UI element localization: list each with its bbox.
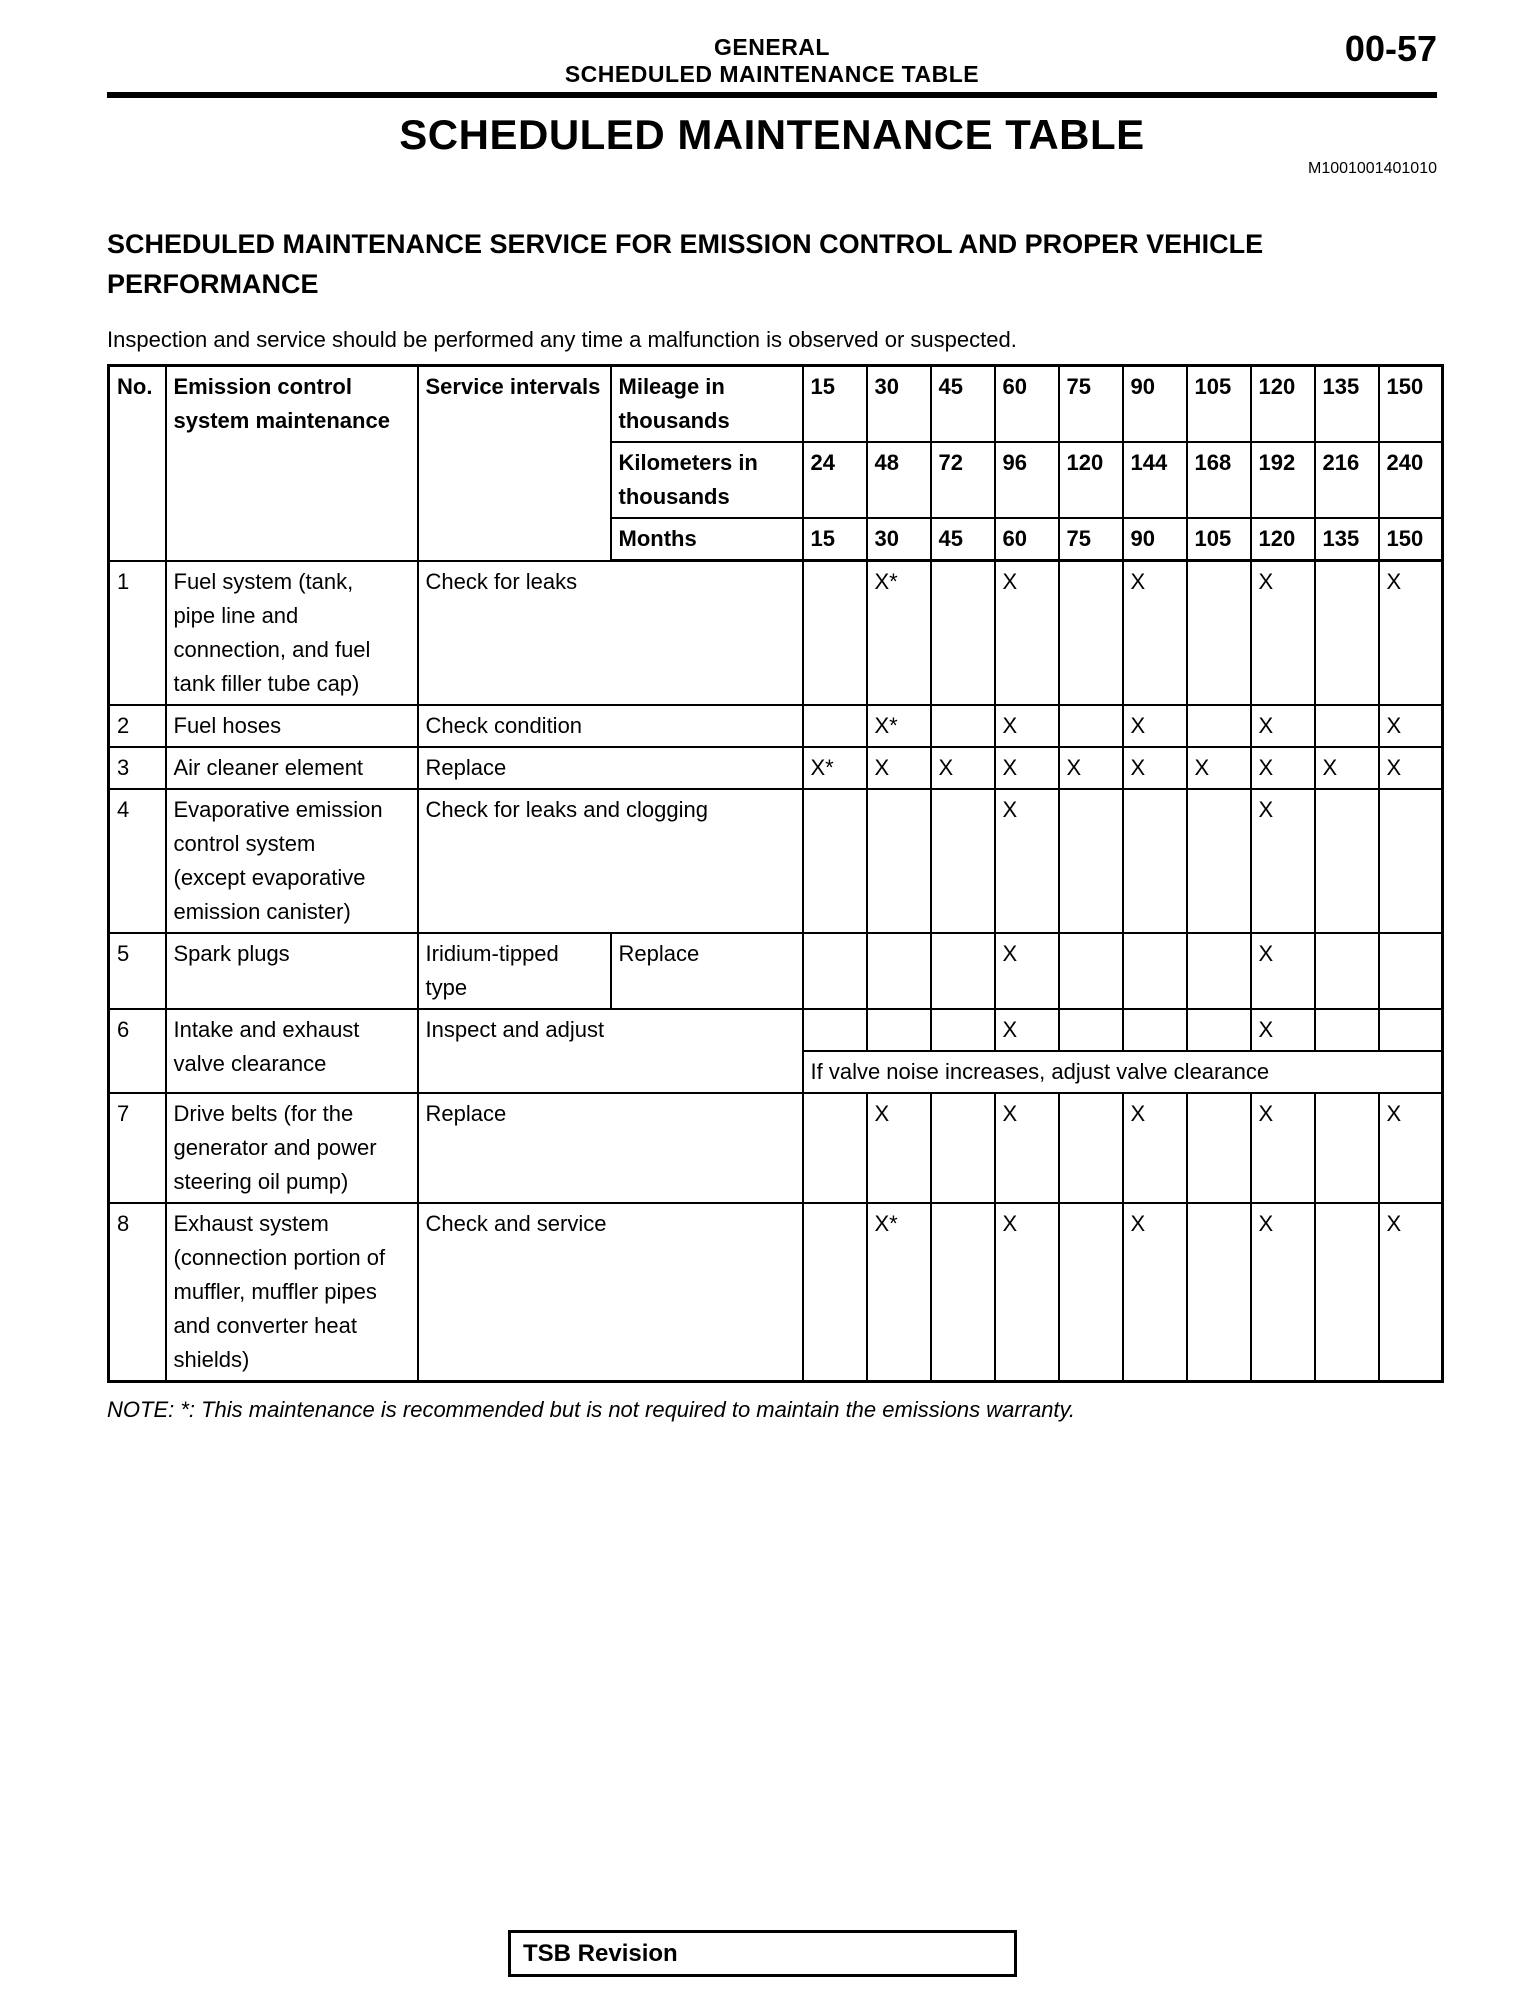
kilometers-value-cell: 72	[931, 442, 995, 518]
mileage-value-cell: 15	[803, 366, 867, 443]
running-head-subsection: SCHEDULED MAINTENANCE TABLE	[564, 61, 980, 87]
months-value-cell: 75	[1059, 518, 1123, 561]
interval-mark-cell: X*	[867, 1203, 931, 1382]
interval-mark-cell: X	[1251, 1009, 1315, 1051]
column-header-service: Service intervals	[418, 366, 611, 561]
interval-mark-cell	[931, 705, 995, 747]
row-number-cell: 5	[109, 933, 166, 1009]
interval-mark-cell: X*	[867, 561, 931, 705]
interval-mark-cell	[1059, 1203, 1123, 1382]
interval-mark-cell	[1123, 1009, 1187, 1051]
interval-mark-cell: X	[1251, 705, 1315, 747]
service-interval-cell: Replace	[611, 933, 803, 1009]
mileage-value-cell: 60	[995, 366, 1059, 443]
interval-mark-cell	[803, 789, 867, 933]
months-value-cell: 150	[1379, 518, 1443, 561]
interval-mark-cell	[1059, 705, 1123, 747]
interval-mark-cell	[1059, 561, 1123, 705]
interval-mark-cell: X	[867, 747, 931, 789]
interval-mark-cell	[1123, 789, 1187, 933]
mileage-value-cell: 120	[1251, 366, 1315, 443]
interval-mark-cell	[803, 1093, 867, 1203]
service-interval-cell: Check and service	[418, 1203, 803, 1382]
interval-mark-cell	[1315, 561, 1379, 705]
interval-mark-cell: X	[1123, 1093, 1187, 1203]
maintenance-item-cell: Drive belts (for the generator and power steering oil pump)	[166, 1093, 418, 1203]
interval-mark-cell: X	[995, 747, 1059, 789]
maintenance-item-cell: Spark plugs	[166, 933, 418, 1009]
months-value-cell: 45	[931, 518, 995, 561]
interval-mark-cell	[931, 1203, 995, 1382]
interval-mark-cell	[1187, 1203, 1251, 1382]
interval-mark-cell: X	[1123, 705, 1187, 747]
table-header-row-mileage	[109, 366, 1443, 443]
interval-mark-cell	[1315, 1093, 1379, 1203]
interval-mark-cell	[1059, 933, 1123, 1009]
interval-row-label-mileage: Mileage in thousands	[611, 366, 803, 443]
row-number-cell: 3	[109, 747, 166, 789]
running-head	[107, 0, 1437, 88]
intro-text: Inspection and service should be performed any time a malfunction is observed or suspected.	[107, 327, 1017, 352]
row-number-cell: 8	[109, 1203, 166, 1382]
footnote: NOTE: *: This maintenance is recommended but is not required to maintain the emissions warranty.	[107, 1396, 1076, 1422]
interval-mark-cell	[1123, 933, 1187, 1009]
maintenance-table	[107, 364, 1444, 1383]
interval-mark-cell: X*	[867, 705, 931, 747]
interval-mark-cell	[1059, 789, 1123, 933]
condition-note-cell: If valve noise increases, adjust valve clearance	[803, 1051, 1443, 1093]
interval-mark-cell: X	[1187, 747, 1251, 789]
header-rule	[107, 92, 1437, 98]
interval-mark-cell	[1315, 705, 1379, 747]
table-row	[109, 705, 1443, 747]
interval-mark-cell	[1315, 789, 1379, 933]
interval-mark-cell	[803, 705, 867, 747]
kilometers-value-cell: 168	[1187, 442, 1251, 518]
months-value-cell: 135	[1315, 518, 1379, 561]
kilometers-value-cell: 48	[867, 442, 931, 518]
kilometers-value-cell: 24	[803, 442, 867, 518]
row-number-cell: 4	[109, 789, 166, 933]
interval-mark-cell	[1315, 933, 1379, 1009]
interval-mark-cell	[931, 789, 995, 933]
row-number-cell: 1	[109, 561, 166, 705]
interval-mark-cell	[1315, 1203, 1379, 1382]
table-row	[109, 747, 1443, 789]
mileage-value-cell: 30	[867, 366, 931, 443]
interval-mark-cell	[1379, 789, 1443, 933]
interval-mark-cell: X	[1379, 705, 1443, 747]
row-number-cell: 2	[109, 705, 166, 747]
interval-mark-cell: X	[1379, 747, 1443, 789]
table-row	[109, 561, 1443, 705]
interval-mark-cell: X	[1123, 747, 1187, 789]
interval-mark-cell: X	[1251, 789, 1315, 933]
interval-mark-cell	[931, 1093, 995, 1203]
interval-mark-cell: X	[931, 747, 995, 789]
interval-mark-cell: X	[1251, 1203, 1315, 1382]
row-number-cell: 6	[109, 1009, 166, 1093]
mileage-value-cell: 105	[1187, 366, 1251, 443]
service-interval-cell: Inspect and adjust	[418, 1009, 803, 1093]
interval-row-label-kilometers: Kilometers in thousands	[611, 442, 803, 518]
interval-mark-cell: X	[1059, 747, 1123, 789]
interval-mark-cell	[1187, 705, 1251, 747]
interval-mark-cell	[1187, 933, 1251, 1009]
mileage-value-cell: 75	[1059, 366, 1123, 443]
interval-mark-cell	[803, 1203, 867, 1382]
months-value-cell: 120	[1251, 518, 1315, 561]
interval-mark-cell	[1187, 561, 1251, 705]
service-interval-cell: Check condition	[418, 705, 803, 747]
interval-mark-cell	[1379, 1009, 1443, 1051]
interval-mark-cell: X	[995, 561, 1059, 705]
interval-mark-cell	[803, 1009, 867, 1051]
interval-mark-cell	[867, 789, 931, 933]
table-row	[109, 933, 1443, 1009]
interval-mark-cell: X	[1315, 747, 1379, 789]
interval-mark-cell	[1315, 1009, 1379, 1051]
maintenance-item-cell: Fuel hoses	[166, 705, 418, 747]
interval-mark-cell: X	[867, 1093, 931, 1203]
table-row	[109, 1093, 1443, 1203]
kilometers-value-cell: 120	[1059, 442, 1123, 518]
maintenance-item-cell: Intake and exhaust valve clearance	[166, 1009, 418, 1093]
interval-mark-cell: X	[995, 705, 1059, 747]
table-row	[109, 1009, 1443, 1051]
row-number-cell: 7	[109, 1093, 166, 1203]
document-code: M1001001401010	[1307, 160, 1437, 177]
maintenance-item-cell: Exhaust system (connection portion of muffler, muffler pipes and converter heat shields)	[166, 1203, 418, 1382]
column-header-item: Emission control system maintenance	[166, 366, 418, 561]
interval-mark-cell	[931, 933, 995, 1009]
interval-mark-cell: X	[1123, 561, 1187, 705]
interval-mark-cell	[867, 1009, 931, 1051]
interval-mark-cell	[1379, 933, 1443, 1009]
tsb-revision-label: TSB Revision	[523, 1940, 678, 1967]
mileage-value-cell: 135	[1315, 366, 1379, 443]
interval-mark-cell: X	[995, 1009, 1059, 1051]
service-interval-cell: Replace	[418, 747, 803, 789]
interval-mark-cell	[803, 933, 867, 1009]
interval-mark-cell: X*	[803, 747, 867, 789]
kilometers-value-cell: 96	[995, 442, 1059, 518]
service-interval-cell: Check for leaks and clogging	[418, 789, 803, 933]
interval-row-label-months: Months	[611, 518, 803, 561]
interval-mark-cell	[1187, 789, 1251, 933]
interval-mark-cell	[931, 1009, 995, 1051]
interval-mark-cell: X	[1379, 1093, 1443, 1203]
interval-mark-cell	[931, 561, 995, 705]
interval-mark-cell: X	[1251, 933, 1315, 1009]
interval-mark-cell: X	[1251, 1093, 1315, 1203]
service-type-cell: Iridium-tipped type	[418, 933, 611, 1009]
months-value-cell: 60	[995, 518, 1059, 561]
interval-mark-cell	[803, 561, 867, 705]
page-number: 00-57	[1344, 28, 1437, 69]
maintenance-item-cell: Evaporative emission control system (except evaporative emission canister)	[166, 789, 418, 933]
interval-mark-cell: X	[995, 933, 1059, 1009]
mileage-value-cell: 90	[1123, 366, 1187, 443]
interval-mark-cell	[1187, 1093, 1251, 1203]
kilometers-value-cell: 240	[1379, 442, 1443, 518]
months-value-cell: 105	[1187, 518, 1251, 561]
service-interval-cell: Replace	[418, 1093, 803, 1203]
interval-mark-cell: X	[1379, 561, 1443, 705]
section-heading: SCHEDULED MAINTENANCE SERVICE FOR EMISSION CONTROL AND PROPER VEHICLE PERFORMANCE	[107, 229, 1264, 299]
table-row	[109, 1203, 1443, 1382]
interval-mark-cell: X	[995, 789, 1059, 933]
kilometers-value-cell: 192	[1251, 442, 1315, 518]
service-interval-cell: Check for leaks	[418, 561, 803, 705]
kilometers-value-cell: 216	[1315, 442, 1379, 518]
months-value-cell: 90	[1123, 518, 1187, 561]
maintenance-item-cell: Fuel system (tank, pipe line and connection, and fuel tank filler tube cap)	[166, 561, 418, 705]
interval-mark-cell	[1059, 1009, 1123, 1051]
page-title: SCHEDULED MAINTENANCE TABLE	[399, 111, 1145, 158]
months-value-cell: 15	[803, 518, 867, 561]
mileage-value-cell: 150	[1379, 366, 1443, 443]
table-row	[109, 789, 1443, 933]
interval-mark-cell	[1187, 1009, 1251, 1051]
interval-mark-cell: X	[1251, 747, 1315, 789]
interval-mark-cell: X	[1379, 1203, 1443, 1382]
maintenance-item-cell: Air cleaner element	[166, 747, 418, 789]
page-content	[107, 0, 1437, 1425]
interval-mark-cell	[867, 933, 931, 1009]
running-head-section: GENERAL	[714, 34, 830, 60]
mileage-value-cell: 45	[931, 366, 995, 443]
interval-mark-cell	[1059, 1093, 1123, 1203]
kilometers-value-cell: 144	[1123, 442, 1187, 518]
months-value-cell: 30	[867, 518, 931, 561]
column-header-no: No.	[109, 366, 166, 561]
interval-mark-cell: X	[1251, 561, 1315, 705]
interval-mark-cell: X	[995, 1203, 1059, 1382]
interval-mark-cell: X	[1123, 1203, 1187, 1382]
interval-mark-cell: X	[995, 1093, 1059, 1203]
tsb-revision-box	[508, 1930, 1017, 1977]
